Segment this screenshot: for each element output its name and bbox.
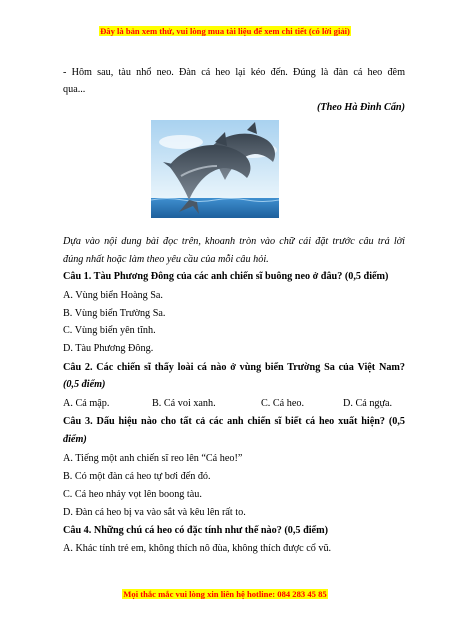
q1-option-b: B. Vùng biển Trường Sa. (63, 308, 166, 319)
header-banner: Đây là bản xem thử, vui lòng mua tài liệu để xem chi tiết (có lời giải) (100, 26, 350, 36)
dolphins-jumping-image (151, 120, 279, 218)
q4-option-a: A. Khác tính trẻ em, không thích nô đùa, không thích được cổ vũ. (63, 543, 332, 554)
q2-option-a: A. Cá mập. (63, 398, 110, 409)
q1-option-a: A. Vùng biển Hoàng Sa. (63, 290, 163, 301)
passage-source: (Theo Hà Đình Cẩn) (316, 102, 405, 113)
q2-options-row (63, 397, 405, 410)
q2-option-c: C. Cá heo. (261, 398, 305, 409)
q3-option-a: A. Tiếng một anh chiến sĩ reo lên “Cá heo!” (63, 453, 243, 464)
passage-line: - Hôm sau, tàu nhổ neo. Đàn cá heo lại kéo đến. Đúng là đàn cá heo đêm (63, 67, 405, 78)
passage-line: qua... (63, 84, 86, 95)
instruction-line: Dựa vào nội dung bài đọc trên, khoanh tròn vào chữ cái đặt trước câu trả lời (63, 236, 405, 247)
q1-option-c: C. Vùng biển yên tĩnh. (63, 325, 156, 336)
question-2-points: (0,5 điểm) (63, 379, 106, 390)
question-1: Câu 1. Tàu Phương Đông của các anh chiến sĩ buông neo ở đâu? (0,5 điểm) (63, 271, 389, 282)
question-2: Câu 2. Các chiến sĩ thấy loài cá nào ở vùng biển Trường Sa của Việt Nam? (63, 362, 405, 373)
q2-option-b: B. Cá voi xanh. (152, 398, 216, 409)
dolphins-jumping-icon (151, 120, 279, 218)
q3-option-b: B. Có một đàn cá heo tự bơi đến đó. (63, 471, 211, 482)
question-3-points: điểm) (63, 434, 87, 445)
instruction-line: đúng nhất hoặc làm theo yêu cầu của mỗi câu hỏi. (63, 254, 269, 265)
footer-banner: Mọi thắc mắc vui lòng xin liên hệ hotline: 084 283 45 85 (123, 589, 327, 599)
question-4: Câu 4. Những chú cá heo có đặc tính như thế nào? (0,5 điểm) (63, 525, 328, 536)
q3-option-c: C. Cá heo nhảy vọt lên boong tàu. (63, 489, 202, 500)
question-3: Câu 3. Dấu hiệu nào cho tất cả các anh chiến sĩ biết cá heo xuất hiện? (0,5 (63, 416, 405, 427)
q1-option-d: D. Tàu Phương Đông. (63, 343, 154, 354)
q3-option-d: D. Đàn cá heo bị va vào sắt và kêu lên rất to. (63, 507, 246, 518)
q2-option-d: D. Cá ngựa. (343, 398, 393, 409)
